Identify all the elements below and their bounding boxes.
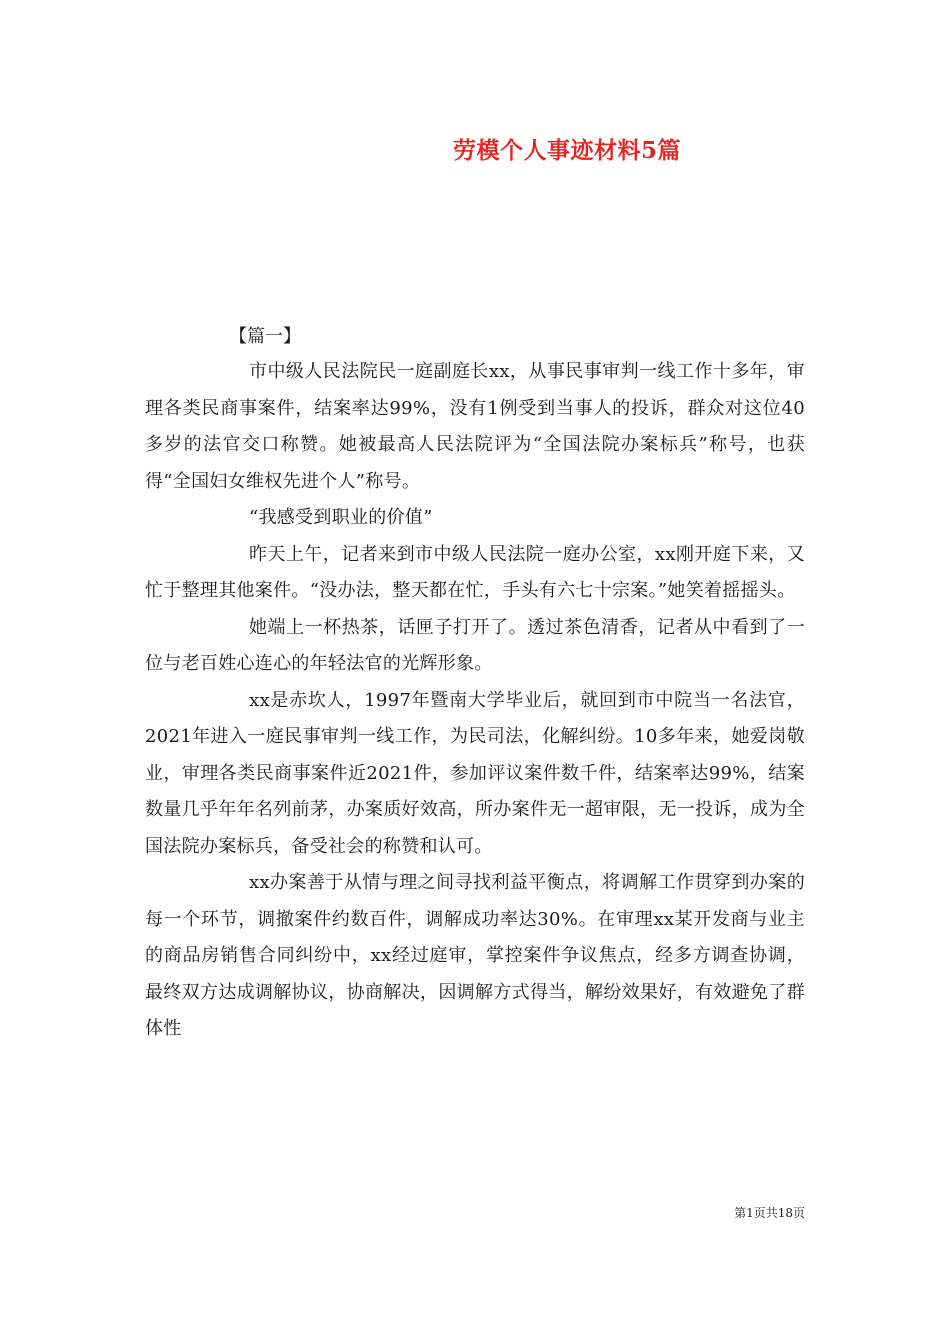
paragraph: 昨天上午，记者来到市中级人民法院一庭办公室，xx刚开庭下来，又忙于整理其他案件。“没办法，整天都在忙，手头有六七十宗案。”她笑着摇摇头。: [145, 543, 805, 601]
paragraph: 她端上一杯热茶，话匣子打开了。透过茶色清香，记者从中看到了一位与老百姓心连心的年轻法官的光辉形象。: [145, 616, 805, 674]
subheading-quote: “我感受到职业的价值”: [249, 507, 433, 528]
paragraph: xx办案善于从情与理之间寻找利益平衡点，将调解工作贯穿到办案的每一个环节，调撤案件约数百件，调解成功率达30%。在审理xx某开发商与业主的商品房销售合同纠纷中，xx经过庭审，掌控案件争议焦点，经多方调查协调，最终双方达成调解协议，协商解决，因调解方式得当，解纷效果好，有效避免了群体性: [145, 872, 805, 1039]
paragraph: 市中级人民法院民一庭副庭长xx，从事民事审判一线工作十多年，审理各类民商事案件，结案率达99%，没有1例受到当事人的投诉，群众对这位40多岁的法官交口称赞。她被最高人民法院评为“全国法院办案标兵”称号，也获得“全国妇女维权先进个人”称号。: [145, 361, 805, 492]
document-body: [145, 320, 805, 1048]
section-heading: 【篇一】: [229, 326, 301, 347]
paragraph: xx是赤坎人，1997年暨南大学毕业后，就回到市中院当一名法官，2021年进入一庭民事审判一线工作，为民司法，化解纠纷。10多年来，她爱岗敬业，审理各类民商事案件近2021件，参加评议案件数千件，结案率达99%，结案数量几乎年年名列前茅，办案质好效高，所办案件无一超审限，无一投诉，成为全国法院办案标兵，备受社会的称赞和认可。: [145, 689, 805, 857]
document-title: 劳模个人事迹材料5篇: [452, 137, 681, 164]
page-number-footer: 第1页共18页: [734, 1206, 805, 1220]
